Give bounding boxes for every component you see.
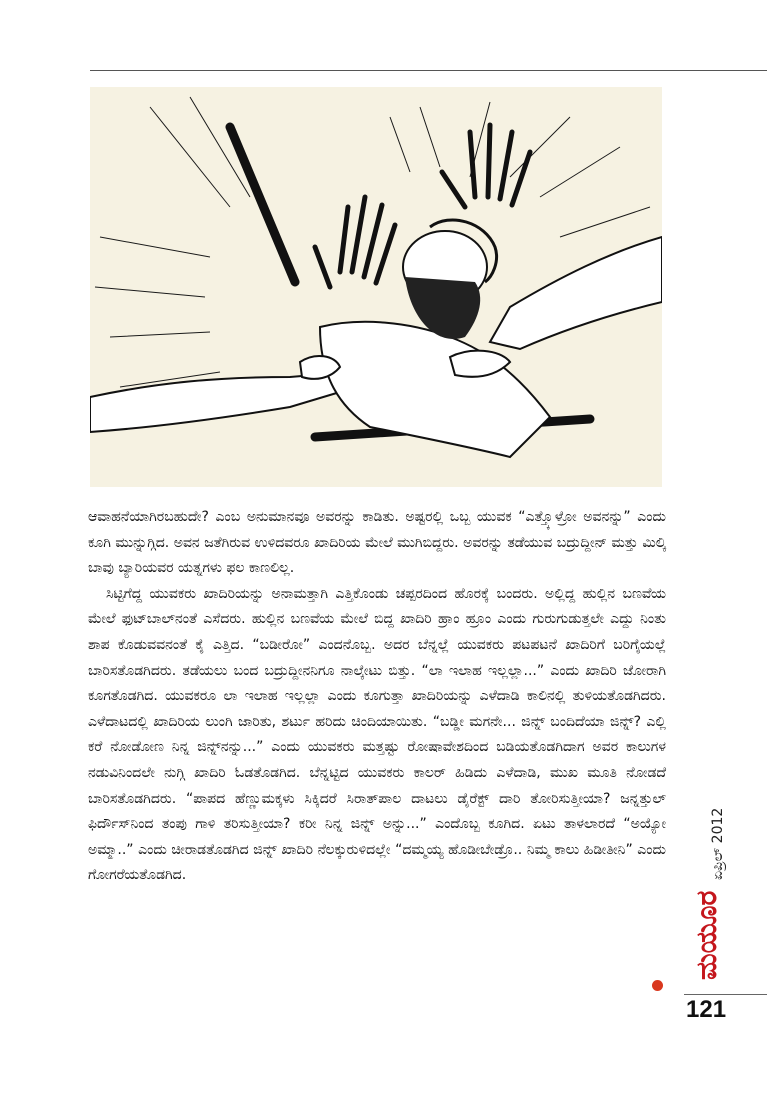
paragraph-2: ಸಿಟ್ಟಿಗೆದ್ದ ಯುವಕರು ಖಾದಿರಿಯನ್ನು ಅನಾಮತ್ತಾಗಿ ಎತ್ತಿಕೊಂಡು ಚಪ್ಪರದಿಂದ ಹೊರಕ್ಕೆ ಬಂದರು. ಅಲ್ಲಿದ್ದ ಹುಲ್ಲಿನ ಬಣವೆಯ ಮೇಲೆ ಫುಟ್‌ಬಾಲ್‌ನಂತೆ ಎಸೆದರು. ಹುಲ್ಲಿನ ಬಣವೆಯ ಮೇಲೆ ಬಿದ್ದ ಖಾದಿರಿ ಹ್ರಾಂ ಹ್ರೂಂ ಎಂದು ಗುರುಗುಡುತ್ತಲೇ ಎದ್ದು ನಿಂತು ಶಾಪ ಕೊಡುವವನಂತೆ ಕೈ ಎತ್ತಿದ. “ಬಡೀರೋ” ಎಂದನೊಬ್ಬ. ಅದರ ಬೆನ್ನಲ್ಲೆ ಯುವಕರು ಪಟಪಟನೆ ಖಾದಿರಿಗೆ ಬರಿಗೈಯಲ್ಲೆ ಬಾರಿಸತೊಡಗಿದರು. ತಡೆಯಲು ಬಂದ ಬದ್ರುದ್ದೀನನಿಗೂ ನಾಲ್ಕೇಟು ಬಿತ್ತು. “ಲಾ ಇಲಾಹ ಇಲ್ಲಲ್ಲಾ...” ಎಂದು ಖಾದಿರಿ ಜೋರಾಗಿ ಕೂಗತೊಡಗಿದ. ಯುವಕರೂ ಲಾ ಇಲಾಹ ಇಲ್ಲಲ್ಲಾ ಎಂದು ಕೂಗುತ್ತಾ ಖಾದಿರಿಯನ್ನು ಎಳೆದಾಡಿ ಕಾಲಿನಲ್ಲಿ ತುಳಿಯತೊಡಗಿದರು. ಎಳೆದಾಟದಲ್ಲಿ ಖಾದಿರಿಯ ಲುಂಗಿ ಜಾರಿತು, ಶರ್ಟು ಹರಿದು ಚಿಂದಿಯಾಯಿತು. “ಬಡ್ಡೀ ಮಗನೇ... ಜಿನ್ನ್ ಬಂದಿದೆಯಾ ಜಿನ್ನ್? ಎಲ್ಲಿ ಕರೆ ನೋಡೋಣ ನಿನ್ನ ಜಿನ್ನ್‌ನನ್ನು...” ಎಂದು ಯುವಕರು ಮತ್ತಷ್ಟು ರೋಷಾವೇಶದಿಂದ ಬಡಿಯತೊಡಗಿದಾಗ ಅವರ ಕಾಲುಗಳ ನಡುವಿನಿಂದಲೇ ನುಗ್ಗಿ ಖಾದಿರಿ ಓಡತೊಡಗಿದ. ಬೆನ್ನಟ್ಟಿದ ಯುವಕರು ಕಾಲರ್ ಹಿಡಿದು ಎಳೆದಾಡಿ, ಮುಖ ಮೂತಿ ನೋಡದೆ ಬಾರಿಸತೊಡಗಿದರು. “ಪಾಪದ ಹೆಣ್ಣುಮಕ್ಕಳು ಸಿಕ್ಕಿದರೆ ಸಿರಾತ್‌ಪಾಲ ದಾಟಲು ಡೈರೆಕ್ಟ್ ದಾರಿ ತೋರಿಸುತ್ತೀಯಾ? ಜನ್ನತ್ತುಲ್ ಫಿರ್ದೌಸ್‌ನಿಂದ ತಂಪು ಗಾಳಿ ತರಿಸುತ್ತೀಯಾ? ಕರೀ ನಿನ್ನ ಜಿನ್ನ್ ಅನ್ನು...” ಎಂದೊಬ್ಬ ಕೂಗಿದ. ಏಟು ತಾಳಲಾರದೆ “ಅಯ್ಯೋ ಅಮ್ಮಾ..” ಎಂದು ಚೀರಾಡತೊಡಗಿದ ಜಿನ್ನ್ ಖಾದಿರಿ ನೆಲಕ್ಕುರುಳಿದಲ್ಲೇ “ದಮ್ಮಯ್ಯ ಹೊಡೀಬೇಡ್ರೊ.. ನಿಮ್ಮ ಕಾಲು ಹಿಡೀತೀನಿ” ಎಂದು ಗೋಗರೆಯತೊಡಗಿದ. [88, 585, 666, 884]
page-number: 121 [686, 996, 727, 1023]
story-illustration [90, 87, 662, 487]
illustration-drawing [90, 87, 662, 487]
top-rule [90, 70, 767, 71]
bullet-dot-icon [652, 980, 663, 991]
issue-date: ಏಪ್ರಿಲ್ 2012 [710, 807, 726, 880]
bottom-rule [684, 994, 767, 995]
article-body [88, 505, 666, 889]
magazine-name: ಮಯೂರ [690, 890, 723, 980]
paragraph-1: ಆವಾಹನೆಯಾಗಿರಬಹುದೇ? ಎಂಬ ಅನುಮಾನವೂ ಅವರನ್ನು ಕಾಡಿತು. ಅಷ್ಟರಲ್ಲಿ ಒಬ್ಬ ಯುವಕ “ಎತ್ತ್ಕೊಳ್ರೋ ಅವನನ್ನು” ಎಂದು ಕೂಗಿ ಮುನ್ನುಗ್ಗಿದ. ಅವನ ಜತೆಗಿರುವ ಉಳಿದವರೂ ಖಾದಿರಿಯ ಮೇಲೆ ಮುಗಿಬಿದ್ದರು. ಅವರನ್ನು ತಡೆಯುವ ಬದ್ರುದ್ದೀನ್ ಮತ್ತು ಮಿಲ್ಕಿ ಬಾವು ಬ್ಯಾರಿಯವರ ಯತ್ನಗಳು ಫಲ ಕಾಣಲಿಲ್ಲ. [88, 509, 666, 577]
